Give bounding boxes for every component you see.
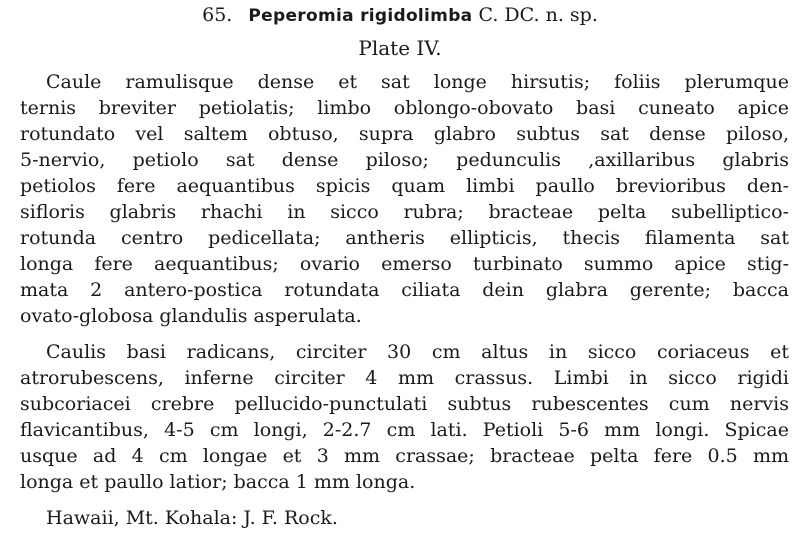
species-number: 65. <box>202 4 233 26</box>
description-line: petiolos fere aequantibus spicis quam limbi paullo brevioribus den- <box>20 175 789 197</box>
notes-line: flavicantibus, 4-5 cm longi, 2-2.7 cm lati. Petioli 5-6 mm longi. Spicae <box>20 419 789 441</box>
description-line: Caule ramulisque dense et sat longe hirsutis; foliis plerumque <box>46 71 789 93</box>
description-line: ternis breviter petiolatis; limbo oblongo-obovato basi cuneato apice <box>20 97 789 119</box>
species-authority: C. DC. n. sp. <box>478 4 598 26</box>
description-line: rotundato vel saltem obtuso, supra glabro subtus sat dense piloso, <box>20 123 789 145</box>
locality-line: Hawaii, Mt. Kohala: J. F. Rock. <box>46 507 338 529</box>
notes-line: Caulis basi radicans, circiter 30 cm altus in sicco coriaceus et <box>46 341 789 363</box>
notes-line: subcoriacei crebre pellucido-punctulati subtus rubescentes cum nervis <box>20 393 789 415</box>
description-line: sifloris glabris rhachi in sicco rubra; bracteae pelta subelliptico- <box>20 201 789 223</box>
notes-line: longa et paullo latior; bacca 1 mm longa. <box>20 471 416 493</box>
description-line: 5-nervio, petiolo sat dense piloso; pedunculis ,axillaribus glabris <box>20 149 789 171</box>
description-line: mata 2 antero-postica rotundata ciliata dein glabra gerente; bacca <box>20 279 789 301</box>
description-line: ovato-globosa glandulis asperulata. <box>20 305 362 327</box>
species-name: Peperomia rigidolimba <box>248 6 473 26</box>
description-line: longa fere aequantibus; ovario emerso turbinato summo apice stig- <box>20 253 789 275</box>
plate-reference: Plate IV. <box>358 36 442 60</box>
description-line: rotunda centro pedicellata; antheris ellipticis, thecis filamenta sat <box>20 227 789 249</box>
notes-line: atrorubescens, inferne circiter 4 mm crassus. Limbi in sicco rigidi <box>20 367 789 389</box>
species-heading <box>0 4 800 26</box>
notes-line: usque ad 4 cm longae et 3 mm crassae; bracteae pelta fere 0.5 mm <box>20 445 789 467</box>
